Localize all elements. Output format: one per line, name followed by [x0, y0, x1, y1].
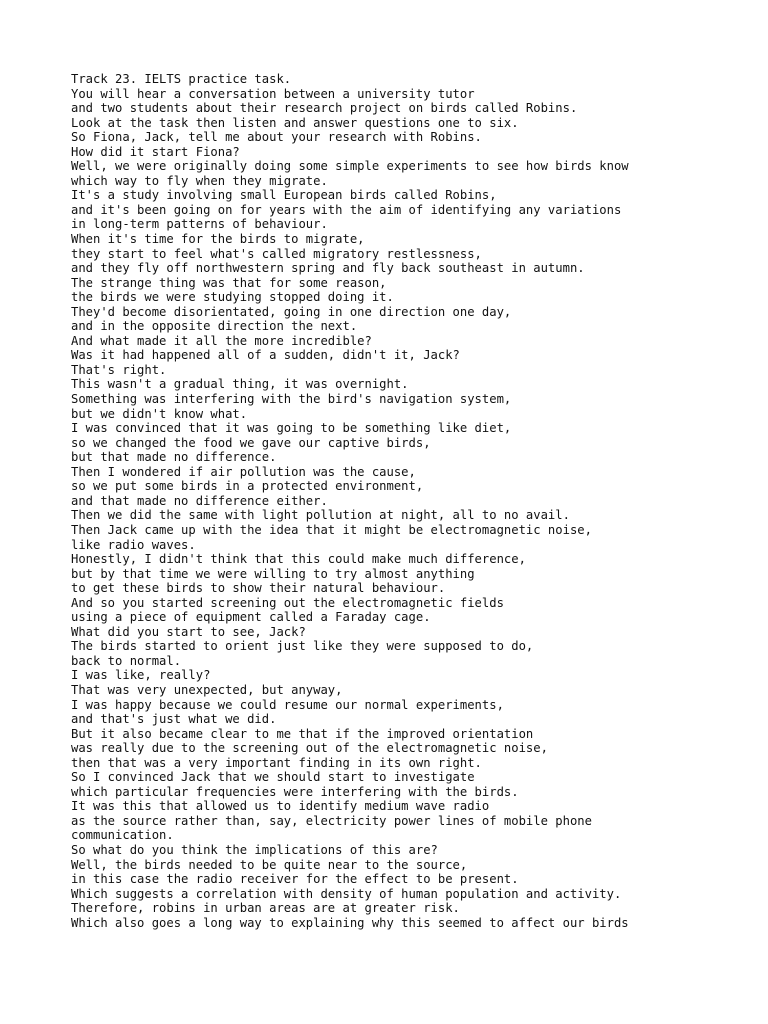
transcript-line: This wasn't a gradual thing, it was overnight. — [71, 377, 409, 392]
transcript-line: So Fiona, Jack, tell me about your research with Robins. — [71, 130, 482, 145]
transcript-line: and it's been going on for years with the aim of identifying any variations — [71, 202, 622, 217]
transcript-line: But it also became clear to me that if the improved orientation — [71, 726, 534, 741]
transcript-line: How did it start Fiona? — [71, 144, 240, 159]
transcript-line: Therefore, robins in urban areas are at greater risk. — [71, 901, 460, 916]
transcript-line: in this case the radio receiver for the effect to be present. — [71, 872, 519, 887]
transcript-line: Was it had happened all of a sudden, didn't it, Jack? — [71, 348, 460, 363]
transcript-line: Then we did the same with light pollution at night, all to no avail. — [71, 508, 570, 523]
transcript-line: Which also goes a long way to explaining why this seemed to affect our birds — [71, 915, 629, 930]
transcript-line: but that made no difference. — [71, 450, 277, 465]
transcript-line: and two students about their research project on birds called Robins. — [71, 101, 578, 116]
transcript-line: Look at the task then listen and answer questions one to six. — [71, 115, 519, 130]
transcript-line: was really due to the screening out of the electromagnetic noise, — [71, 741, 548, 756]
transcript-line: Then I wondered if air pollution was the cause, — [71, 464, 416, 479]
transcript-line: then that was a very important finding in its own right. — [71, 755, 482, 770]
transcript-line: Well, the birds needed to be quite near to the source, — [71, 857, 468, 872]
transcript-line: What did you start to see, Jack? — [71, 624, 306, 639]
transcript-line: Track 23. IELTS practice task. — [71, 72, 292, 86]
transcript-line: as the source rather than, say, electricity power lines of mobile phone — [71, 813, 592, 828]
transcript-line: It was this that allowed us to identify medium wave radio — [71, 799, 490, 814]
transcript-line: Something was interfering with the bird's navigation system, — [71, 392, 512, 407]
transcript-line: communication. — [71, 828, 174, 843]
transcript-line: but by that time we were willing to try almost anything — [71, 566, 475, 581]
transcript-line: And what made it all the more incredible? — [71, 333, 372, 348]
transcript-line: I was convinced that it was going to be something like diet, — [71, 421, 512, 436]
transcript-line: It's a study involving small European birds called Robins, — [71, 188, 497, 203]
transcript-line: So I convinced Jack that we should start to investigate — [71, 770, 475, 785]
transcript-line: That was very unexpected, but anyway, — [71, 682, 343, 697]
transcript-line: in long-term patterns of behaviour. — [71, 217, 328, 232]
transcript-line: Well, we were originally doing some simple experiments to see how birds know — [71, 159, 629, 174]
transcript-line: You will hear a conversation between a university tutor — [71, 86, 475, 101]
transcript-line: to get these birds to show their natural behaviour. — [71, 581, 446, 596]
transcript-line: When it's time for the birds to migrate, — [71, 232, 365, 247]
transcript-line: back to normal. — [71, 653, 182, 668]
transcript-line: I was like, really? — [71, 668, 211, 683]
transcript-line: and that made no difference either. — [71, 493, 328, 508]
transcript-line: which way to fly when they migrate. — [71, 173, 328, 188]
transcript-line: The birds started to orient just like they were supposed to do, — [71, 639, 534, 654]
transcript-line: so we changed the food we gave our captive birds, — [71, 435, 431, 450]
transcript-line: They'd become disorientated, going in one direction one day, — [71, 304, 512, 319]
transcript-line: the birds we were studying stopped doing it. — [71, 290, 394, 305]
transcript-line: so we put some birds in a protected environment, — [71, 479, 424, 494]
transcript-line: Honestly, I didn't think that this could make much difference, — [71, 552, 526, 567]
transcript-line: and in the opposite direction the next. — [71, 319, 358, 334]
transcript-line: they start to feel what's called migratory restlessness, — [71, 246, 482, 261]
transcript-line: That's right. — [71, 362, 167, 377]
transcript-line: So what do you think the implications of this are? — [71, 842, 438, 857]
transcript-line: which particular frequencies were interfering with the birds. — [71, 784, 519, 799]
transcript-line: like radio waves. — [71, 537, 196, 552]
transcript-line: And so you started screening out the electromagnetic fields — [71, 595, 504, 610]
transcript-text — [71, 72, 761, 930]
transcript-line: The strange thing was that for some reason, — [71, 275, 387, 290]
transcript-line: and they fly off northwestern spring and fly back southeast in autumn. — [71, 261, 585, 276]
transcript-line: and that's just what we did. — [71, 712, 277, 727]
transcript-line: Which suggests a correlation with density of human population and activity. — [71, 886, 622, 901]
transcript-line: but we didn't know what. — [71, 406, 248, 421]
transcript-line: Then Jack came up with the idea that it might be electromagnetic noise, — [71, 522, 592, 537]
transcript-line: I was happy because we could resume our normal experiments, — [71, 697, 504, 712]
transcript-line: using a piece of equipment called a Faraday cage. — [71, 610, 431, 625]
